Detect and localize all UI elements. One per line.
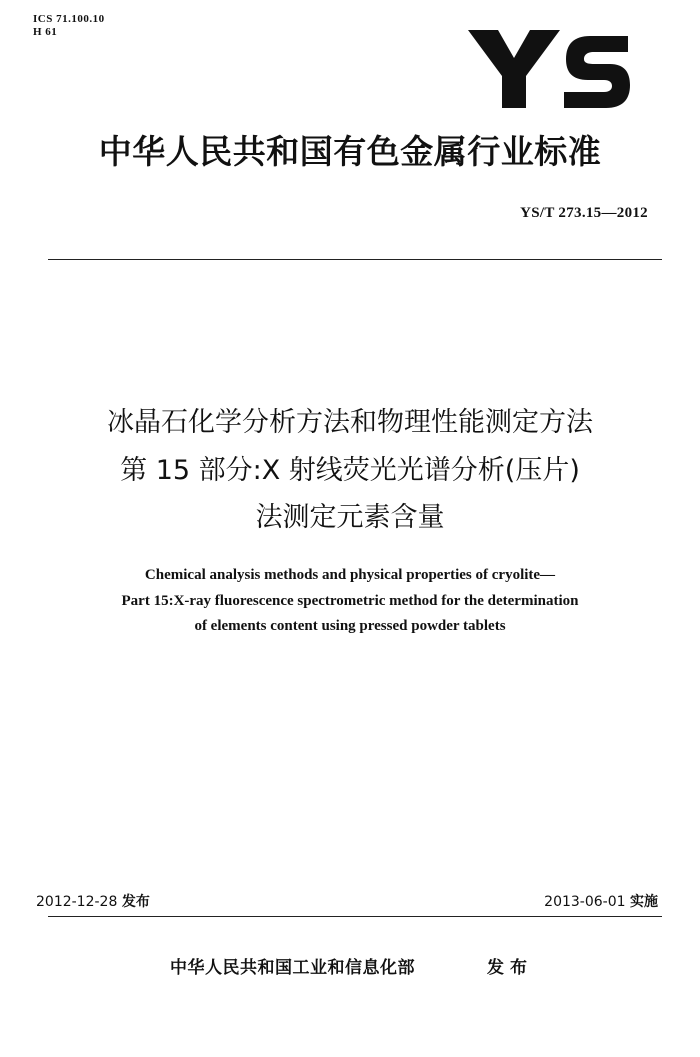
issuing-authority: 中华人民共和国工业和信息化部 [170,958,415,978]
issue-label: 发布 [121,894,150,910]
bottom-divider [48,916,662,917]
english-title-line-2: Part 15:X-ray fluorescence spectrometric method for the determination [121,593,579,609]
issue-date-line [36,893,150,911]
ccs-code: H 61 [33,26,58,38]
chinese-title-line-1: 冰晶石化学分析方法和物理性能测定方法 [107,407,593,438]
english-title-line-1: Chemical analysis methods and physical properties of cryolite— [144,567,556,583]
standard-number: YS/T 273.15—2012 [520,205,648,221]
ics-code: ICS 71.100.10 [33,13,105,25]
chinese-title-line-2: 第 15 部分:X 射线荧光光谱分析(压片) [120,455,580,486]
ys-logo [468,30,630,108]
issue-date: 2012-12-28 [36,894,118,910]
chinese-title-line-3: 法测定元素含量 [255,502,445,533]
implementation-label: 实施 [630,894,658,910]
standard-category-title: 中华人民共和国有色金属行业标准 [98,132,602,171]
top-divider [48,259,662,260]
implementation-date: 2013-06-01 [544,894,626,910]
english-title-line-3: of elements content using pressed powder tablets [194,618,506,634]
issuing-action: 发布 [487,958,533,978]
implementation-date-line [544,893,658,911]
